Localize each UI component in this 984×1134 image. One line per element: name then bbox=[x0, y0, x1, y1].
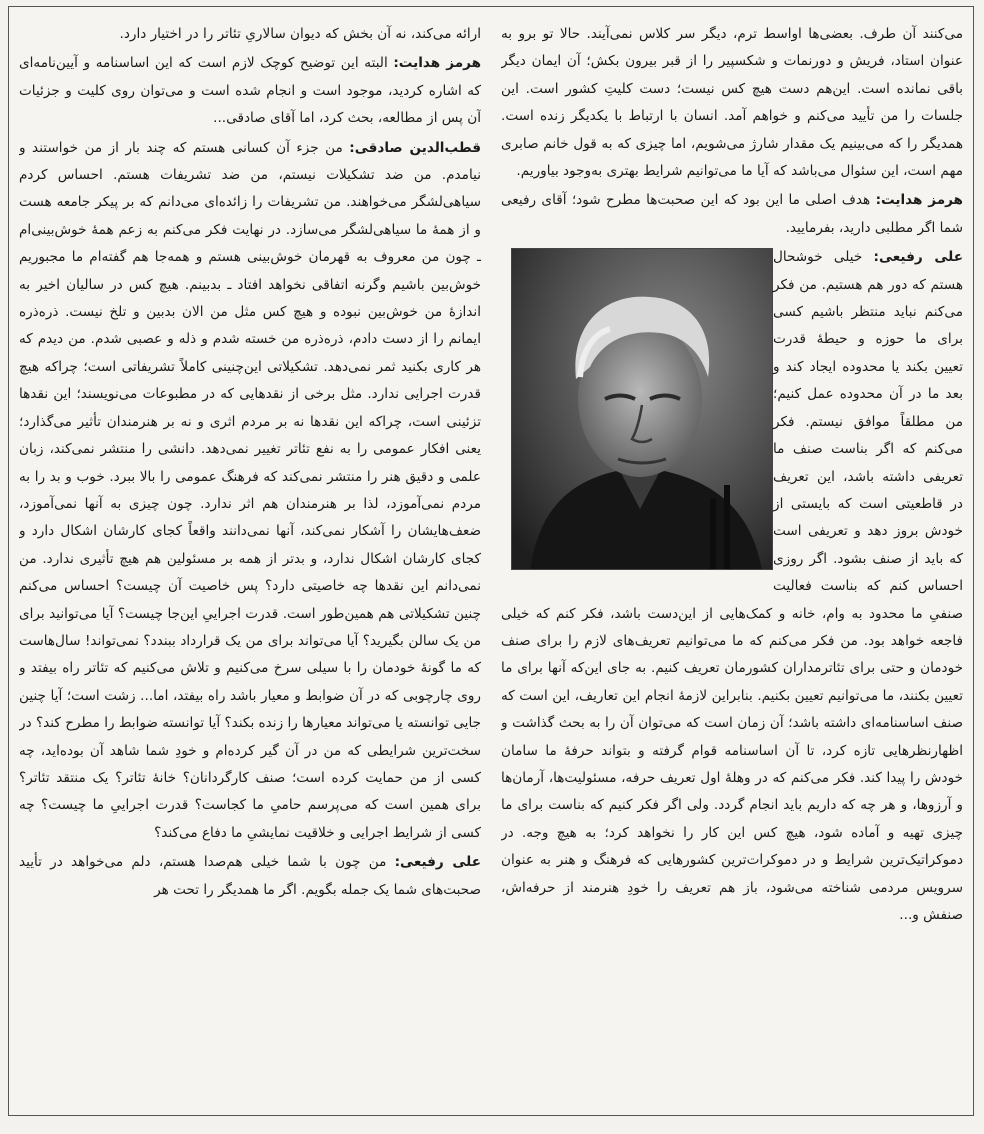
speaker-name: قطب‌الدین صادقی: bbox=[349, 139, 481, 156]
paragraph: ارائه می‌کند، نه آن بخش که دیوان سالاریِ تئاتر را در اختیار دارد. bbox=[119, 26, 481, 42]
speech-text: هدف اصلی ما این بود که این صحبت‌ها مطرح شود؛ آقای رفیعی شما اگر مطلبی دارید، بفرمایید. bbox=[501, 192, 963, 236]
paragraph bbox=[501, 187, 963, 242]
paragraph bbox=[19, 849, 481, 904]
speaker-name: هرمز هدایت: bbox=[393, 55, 481, 72]
speaker-name: علی رفیعی: bbox=[394, 854, 481, 871]
right-column bbox=[501, 21, 963, 1101]
speech-text: خیلی خوشحال هستم که دور هم هستیم. من فکر می‌کنم نباید منتظر باشیم کسی برای ما حوزه و حیطهٔ قدرت تعیین بکند یا محدوده ایجاد کند و بعد ما در آن محدوده عمل کنیم؛ من مطلقاً موافق نیستم. فکر می‌کنم که اگر بناست صنف ما تعریفی داشته باشد، این تعریف در قاطعیتی است که بایستی از خودش بروز دهد و تعریفی است که باید از صنف بشود. اگر روزی احساس کنم که بناست فعالیت صنفیِ ما محدود به وام، خانه و کمک‌هایی از این‌دست باشد، فکر کنم که خیلی فاجعه خواهد بود. من فکر می‌کنم که ما می‌توانیم تعریف‌های لازم را برای صنف خودمان و حتی برای تئاترمداران کشورمان تعریف کنیم. به جای این‌که آنها برای ما تعیین بکنند، ما می‌توانیم تعیین بکنیم. بنابراین لازمهٔ انجام این تعاریف، این است که صنف اساسنامه‌ای داشته باشد؛ آن زمان است که می‌توان آن را به بحث گذاشت و اظهارنظرهایی تازه کرد، تا آن اساسنامه قوام گرفته و بتواند حرفهٔ ما سامان خودش را پیدا کند. فکر می‌کنم که در وهلهٔ اول تعریف حرفه، مسئولیت‌ها، آرمان‌ها و آرزوها، و هر چه که داریم باید انجام گردد. ولی اگر فکر کنیم که بناست برای ما چیزی تهیه و آماده شود، هیچ کس این کار را نخواهد کرد؛ به هیچ وجه. در دموکراتیک‌ترین شرایط و در دموکرات‌ترین کشورهایی که فرهنگ و هنر به عنوان سرویس مردمی شناخته می‌شود، باز هم تعریف را خودِ هنرمند از حرفه‌اش، صنفش و... bbox=[501, 249, 963, 923]
portrait-photo-image bbox=[511, 249, 772, 570]
speech-text: من چون با شما خیلی هم‌صدا هستم، دلم می‌خواهد در تأیید صحبت‌های شما یک جمله بگویم. اگر ما همدیگر را تحت هر bbox=[19, 854, 481, 898]
speaker-name: علی رفیعی: bbox=[873, 249, 963, 266]
paragraph: می‌کنند آن طرف. بعضی‌ها اواسط ترم، دیگر سر کلاس نمی‌آیند. حالا تو برو به عنوان استاد، فریش و دورنمات و شکسپیر را از قبر بیرون بکش؛ آن ایمان دیگر باقی نمانده است. این‌هم دست هیچ کس نیست؛ دست کلیتِ کشور است. این جلسات را من تأیید می‌کنم و خواهم آمد. انسان با ارتباط با یکدیگر زنده است. همدیگر را که می‌بینیم یک مقدار شارژ می‌شویم، اما چیزی که به قول خانم صابری مهم است، این سئوال می‌باشد که آیا ما می‌توانیم شرایط بهتری به‌وجود بیاوریم. bbox=[501, 26, 963, 180]
speaker-portrait-photo bbox=[511, 248, 773, 570]
left-column bbox=[19, 21, 481, 1101]
paragraph bbox=[19, 50, 481, 132]
paragraph bbox=[19, 135, 481, 848]
speech-text: البته این توضیح کوچک لازم است که این اساسنامه و آیین‌نامه‌ای که اشاره کردید، موجود است و انجام شده است و می‌توان روی کلیت و جزئیات آن پس از مطالعه، بحث کرد، اما آقای صادقی... bbox=[19, 55, 481, 127]
speech-text: من جزء آن کسانی هستم که چند بار از من خواستند و نیامدم. من ضد تشکیلات نیستم، من ضد تشریفات هستم. احساس کردم سیاهی‌لشگر می‌خواهند. من تشریفات را زائده‌ای می‌دانم که بر پیکر جامعه هست و از همهٔ ما سیاهی‌لشگر می‌سازد. در نهایت فکر می‌کنم به زعم همهٔ خوش‌بینی‌ام ـ چون من معروف به قهرمان خوش‌بینی هستم و همه‌جا هم گفته‌ام ما مجبوریم خوش‌بین باشیم وگرنه اتفاقی نخواهد افتاد ـ بدبینم. هیچ کس در سالیان اخیر به اندازهٔ من خوش‌بین نبوده و هیچ کس مثل من الان بدبین و تلخ نیست. ذره‌ذره ایمانم را از دست دادم، ذره‌ذره من خسته شدم و ذله و عصبی شدم. من دیدم که هر کاری بکنید ثمر نمی‌دهد. تشکیلاتی این‌چنینی کاملاً تشریفاتی است؛ چراکه هیچ قدرت اجرایی ندارد. مثل برخی از نقدهایی که در مطبوعات می‌نویسند؛ این نقدها تزئینی است، چراکه این نقدها نه بر مردم اثری و نه بر هنرمندان تأثیر می‌گذارد؛ یعنی افکار عمومی را به نفع تئاتر تغییر نمی‌دهد. دانشی را منتشر نمی‌کند، زبان علمی و دقیق هنر را منتشر نمی‌کند که فرهنگ عمومی را بالا ببرد. خوب و بد را به مردم نمی‌آموزد، لذا بر هنرمندان هم اثر ندارد. چون چیزی به آنها نمی‌آموزد، ضعف‌هایشان را آشکار نمی‌کند، آنها نمی‌دانند واقعاً کجای کارشان اشکال دارد و کجای کارشان اشکال ندارد، و بدتر از همه بر مسئولین هم هیچ تأثیری ندارد. من نمی‌دانم این نقدها چه خاصیتی دارد؟ پس خاصیت آن چیست؟ احساس می‌کنم چنین تشکیلاتی هم همین‌طور است. قدرت اجراییِ این‌جا چیست؟ آیا می‌توانید برای من یک سالن بگیرید؟ آیا می‌تواند برای من یک قرارداد ببندد؟ نمی‌تواند! سال‌هاست که ما گونهٔ خودمان را با سیلی سرخ می‌کنیم و تلاش می‌کنیم که تئاتر راه بیفتد و روی چارچوبی که در آن ضوابط و معیار باشد راه بیفتد، اما... زشت است؛ آیا چنین جایی توانسته یا می‌تواند معیارها را زنده بکند؟ آیا توانسته ضوابط را مطرح کند؟ در سخت‌ترین شرایطی که من در آن گیر کرده‌ام و خودِ شما شاهد آن بوده‌اید، چه کسی از من حمایت کرده است؛ صنف کارگردانان؟ خانهٔ تئاتر؟ یک منتقد تئاتر؟ برای همین است که می‌پرسم حامیِ ما کجاست؟ قدرت اجراییِ ما چیست؟ چه کسی از شرایط اجرایی و خلاقیت نمایشیِ ما دفاع می‌کند؟ bbox=[19, 139, 481, 841]
speaker-name: هرمز هدایت: bbox=[875, 192, 963, 209]
magazine-page bbox=[8, 6, 974, 1116]
